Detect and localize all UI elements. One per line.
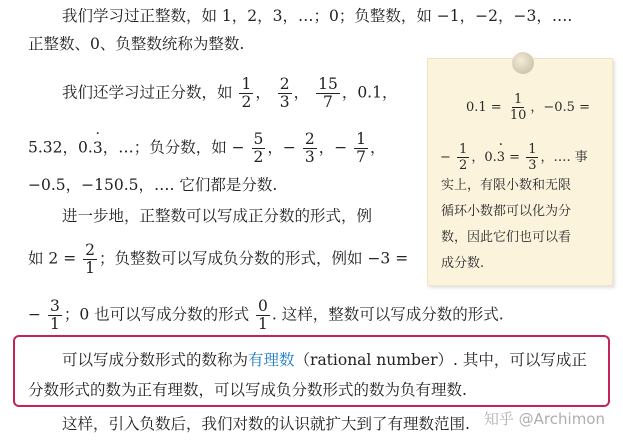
fraction: $\frac{5}{2}$ (253, 130, 264, 166)
note-line-4: 循环小数都可以化为分 (441, 204, 572, 219)
fraction: $\frac{0}{1}$ (258, 297, 268, 333)
fraction: $\frac{1}{3}$ (528, 142, 537, 173)
text-segment: ，…. 事 (540, 150, 588, 165)
text-line-3: 我们还学习过正分数，如 $\frac{1}{2}$ ， $\frac{2}{3}$ ， $\frac{15}{7}$ ，0.1， (62, 75, 398, 111)
note-line-3: 实上，有限小数和无限 (441, 178, 572, 193)
note-line-5: 数，因此它们也可以看 (441, 230, 572, 245)
note-line-1 (466, 92, 590, 123)
fraction: $\frac{1}{2}$ (241, 75, 252, 111)
text-segment: 如 2 = (28, 249, 77, 268)
fraction: $\frac{1}{2}$ (459, 142, 468, 173)
text-segment: （rational number）. 其中，可以写成正 (294, 351, 587, 369)
text-segment: 我们还学习过正分数，如 (62, 83, 233, 102)
repeating-digit: 3 · (93, 138, 103, 158)
fraction: $\frac{3}{1}$ (49, 297, 60, 333)
fraction: $\frac{2}{3}$ (279, 75, 290, 111)
pushpin-icon (512, 52, 534, 74)
text-segment: 0.1 = (466, 100, 502, 115)
keyword-rational-number: 有理数 (248, 351, 295, 369)
fraction: $\frac{2}{3}$ (304, 130, 315, 166)
text-segment: ，…；负分数，如 − (102, 138, 245, 157)
definition-line-1 (62, 350, 587, 370)
text-segment: . 这样，整数可以写成分数的形式. (271, 305, 504, 324)
text-segment: 5.32，0. (28, 138, 93, 157)
text-line-2: 正整数、0、负整数统称为整数. (28, 35, 245, 53)
text-line-4: 5.32，0.3 ·，…；负分数，如 − $\frac{5}{2}$ ，− $\frac{2}{3}$ ，− $\frac{1}{7}$ ， (28, 131, 386, 166)
definition-line-2: 分数形式的数为正有理数，可以写成负分数形式的数为负有理数. (28, 381, 467, 399)
fraction: $\frac{1}{7}$ (356, 130, 367, 166)
text-segment: ，0. (471, 150, 497, 165)
text-segment: ，0.1， (341, 83, 398, 102)
text-line-1: 我们学习过正整数，如 1，2，3，…；0；负整数，如 −1，−2，−3，…. (62, 7, 573, 25)
note-line-2 (440, 142, 588, 173)
text-segment: ；0 也可以写成分数的形式 (63, 305, 250, 324)
text-segment: − (28, 305, 41, 324)
text-segment: 可以写成分数形式的数称为 (62, 351, 249, 369)
fraction: $\frac{2}{1}$ (85, 241, 96, 277)
text-line-8 (28, 298, 504, 333)
text-line-7 (28, 242, 408, 277)
text-line-6: 进一步地，正整数可以写成正分数的形式，例 (62, 207, 373, 225)
text-segment: ；负整数可以写成负分数的形式，例如 −3 = (99, 249, 409, 268)
repeating-digit: 3 · (497, 149, 505, 167)
fraction: $\frac{1}{10}$ (509, 92, 527, 123)
text-line-last: 这样，引入负数后，我们对数的认识就扩大到了有理数范围. (62, 415, 470, 433)
text-segment: = (505, 150, 521, 165)
text-segment: − (440, 150, 451, 165)
text-segment: ，−0.5 = (530, 100, 590, 115)
text-line-5: −0.5，−150.5，…. 它们都是分数. (28, 176, 278, 194)
watermark: 知乎 @Archimon (483, 410, 605, 428)
note-line-6: 成分数. (441, 256, 485, 271)
fraction: $\frac{15}{7}$ (318, 75, 338, 111)
